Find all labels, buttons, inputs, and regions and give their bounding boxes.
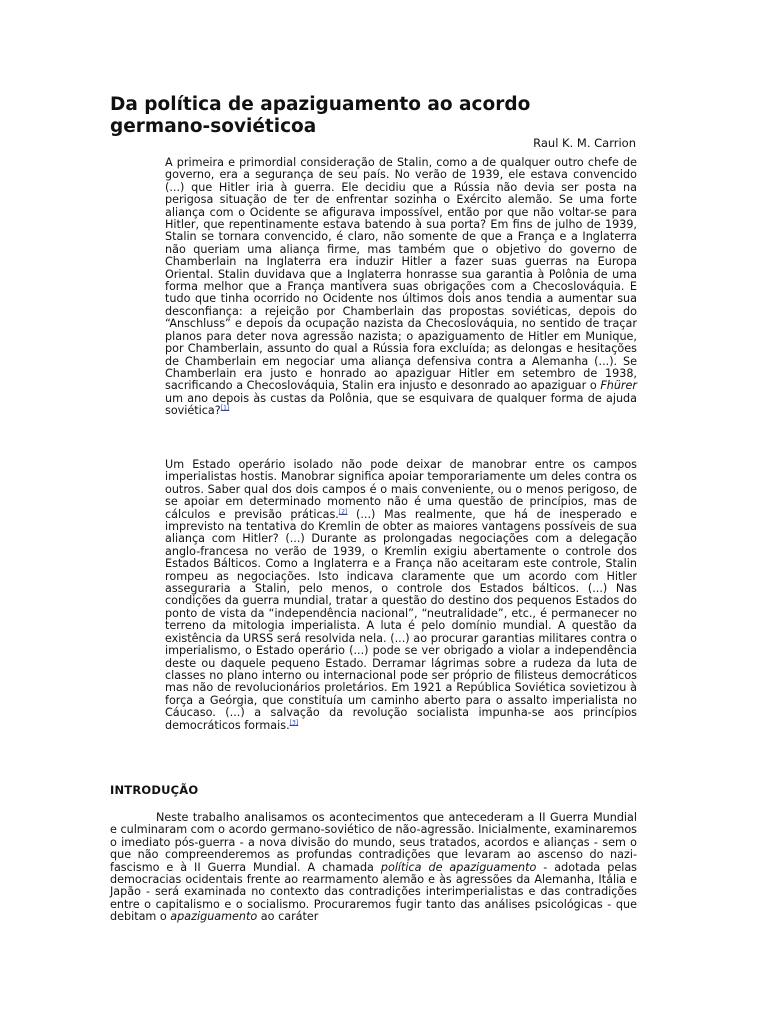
- block-quote-trotsky: [165, 459, 637, 732]
- quote1-text: A primeira e primordial consideração de Stalin, como a de qualquer outro chefe de governo, era a segurança de seu país. No verão de 1939, ele estava convencido (...) que Hitler iria à guerra. Ele decidiu que a Rússia não devia ser posta na perigosa situação de ter de enfrentar sozinha o Exército alemão. Se uma forte aliança com o Ocidente se afigurava impossível, então por que não voltar-se para Hitler, que repentinamente estava batendo à sua porta? Em fins de julho de 1939, Stalin se tornara convencido, é claro, não somente de que a França e a Inglaterra não queriam uma aliança firme, mas também que o objetivo do governo de Chamberlain na Inglaterra era induzir Hitler a fazer suas guerras na Europa Oriental. Stalin duvidava que a Inglaterra honrasse sua garantia à Polônia de uma forma melhor que a França mantivera suas obrigações com a Checoslováquia. E tudo que tinha ocorrido no Ocidente nos últimos dois anos tendia a aumentar sua desconfiança: a rejeição por Chamberlain das propostas soviéticas, depois do “Anschluss” e depois da ocupação nazista da Checoslováquia, no sentido de traçar planos para deter nova agressão nazista; o apaziguamento de Hitler em Munique, por Chamberlain, assunto do qual a Rússia fora excluída; as delongas e hesitações de Chamberlain em negociar uma aliança defensiva contra a Alemanha (...). Se Chamberlain era justo e honrado ao apaziguar Hitler em setembro de 1938, sacrificando a Checoslováquia, Stalin era injusto e desonrado ao apaziguar o: [165, 156, 637, 393]
- author-name: Raul K. M. Carrion: [533, 136, 636, 150]
- quote1-tail: um ano depois às custas da Polônia, que se esquivara de qualquer forma de ajuda soviética?: [165, 391, 637, 418]
- intro-part2: - adotada pelas democracias ocidentais frente ao rearmamento alemão e às agressões da Alemanha, Itália e Japão - será examinada no contexto das contradições interimperialistas e das contradições entre o capitalismo e o socialismo. Procuraremos fugir tanto das análises psicológicas - que debitam o: [110, 860, 638, 924]
- intro-italic-2: apaziguamento: [170, 910, 258, 924]
- quote2-part1: Um Estado operário isolado não pode deixar de manobrar entre os campos imperialistas hostis. Manobrar significa apoiar temporariamente um deles contra os outros. Saber qual dos dois campos é o mais conveniente, ou o menos perigoso, de se apoiar em determinado momento não é uma questão de princípios, mas de cálculos e previsão práticas.: [165, 458, 637, 521]
- document-title: Da política de apaziguamento ao acordo germano-soviéticoa: [110, 94, 531, 137]
- section-heading-introducao: INTRODUÇÃO: [110, 783, 199, 797]
- footnote-link-2[interactable]: [2]: [338, 507, 348, 515]
- intro-part1: Neste trabalho analisamos os acontecimentos que antecederam a II Guerra Mundial e culminaram com o acordo germano-soviético de não-agressão. Inicialmente, examinaremos o imediato pós-guerra - a nova divisão do mundo, seus tratados, acordos e alianças - sem o que não compreenderemos as profundas contradições que levaram ao ascenso do nazi-fascismo e à II Guerra Mundial. A chamada: [110, 811, 637, 874]
- footnote-link-3[interactable]: [3]: [289, 718, 299, 726]
- footnote-link-1[interactable]: [1]: [220, 404, 230, 412]
- intro-paragraph: [110, 812, 637, 924]
- quote1-italic: Fhürer: [600, 379, 638, 393]
- intro-italic-1: política de apaziguamento: [380, 860, 537, 874]
- intro-part3: ao caráter: [257, 910, 319, 924]
- block-quote-stalin: [165, 157, 637, 418]
- quote2-part2: (...) Mas realmente, que há de inesperado e imprevisto na tentativa do Kremlin de obter as maiores vantagens possíveis de sua aliança com Hitler? (...) Durante as prolongadas negociações com a delegação anglo-francesa no verão de 1939, o Kremlin exigiu abertamente o controle dos Estados Bálticos. Como a Inglaterra e a França não aceitaram este controle, Stalin rompeu as negociações. Isto indicava claramente que um acordo com Hitler asseguraria a Stalin, pelo menos, o controle dos Estados bálticos. (...) Nas condições da guerra mundial, tratar a questão do destino dos pequenos Estados do ponto de vista da “independência nacional”, “neutralidade”, etc., é permanecer no terreno da mitologia imperialista. A luta é pelo domínio mundial. A questão da existência da URSS será resolvida nela. (...) ao procurar garantias militares contra o imperialismo, o Estado operário (...) pode se ver obrigado a violar a independência deste ou daquele pequeno Estado. Derramar lágrimas sobre a rudeza da luta de classes no plano interno ou internacional pode ser próprio de filisteus democráticos mas não de revolucionários proletários. Em 1921 a República Soviética sovietizou à força a Geórgia, que constituía um caminho aberto para o assalto imperialista no Cáucaso. (...) a salvação da revolução socialista impunha-se aos princípios democráticos formais.: [165, 507, 637, 732]
